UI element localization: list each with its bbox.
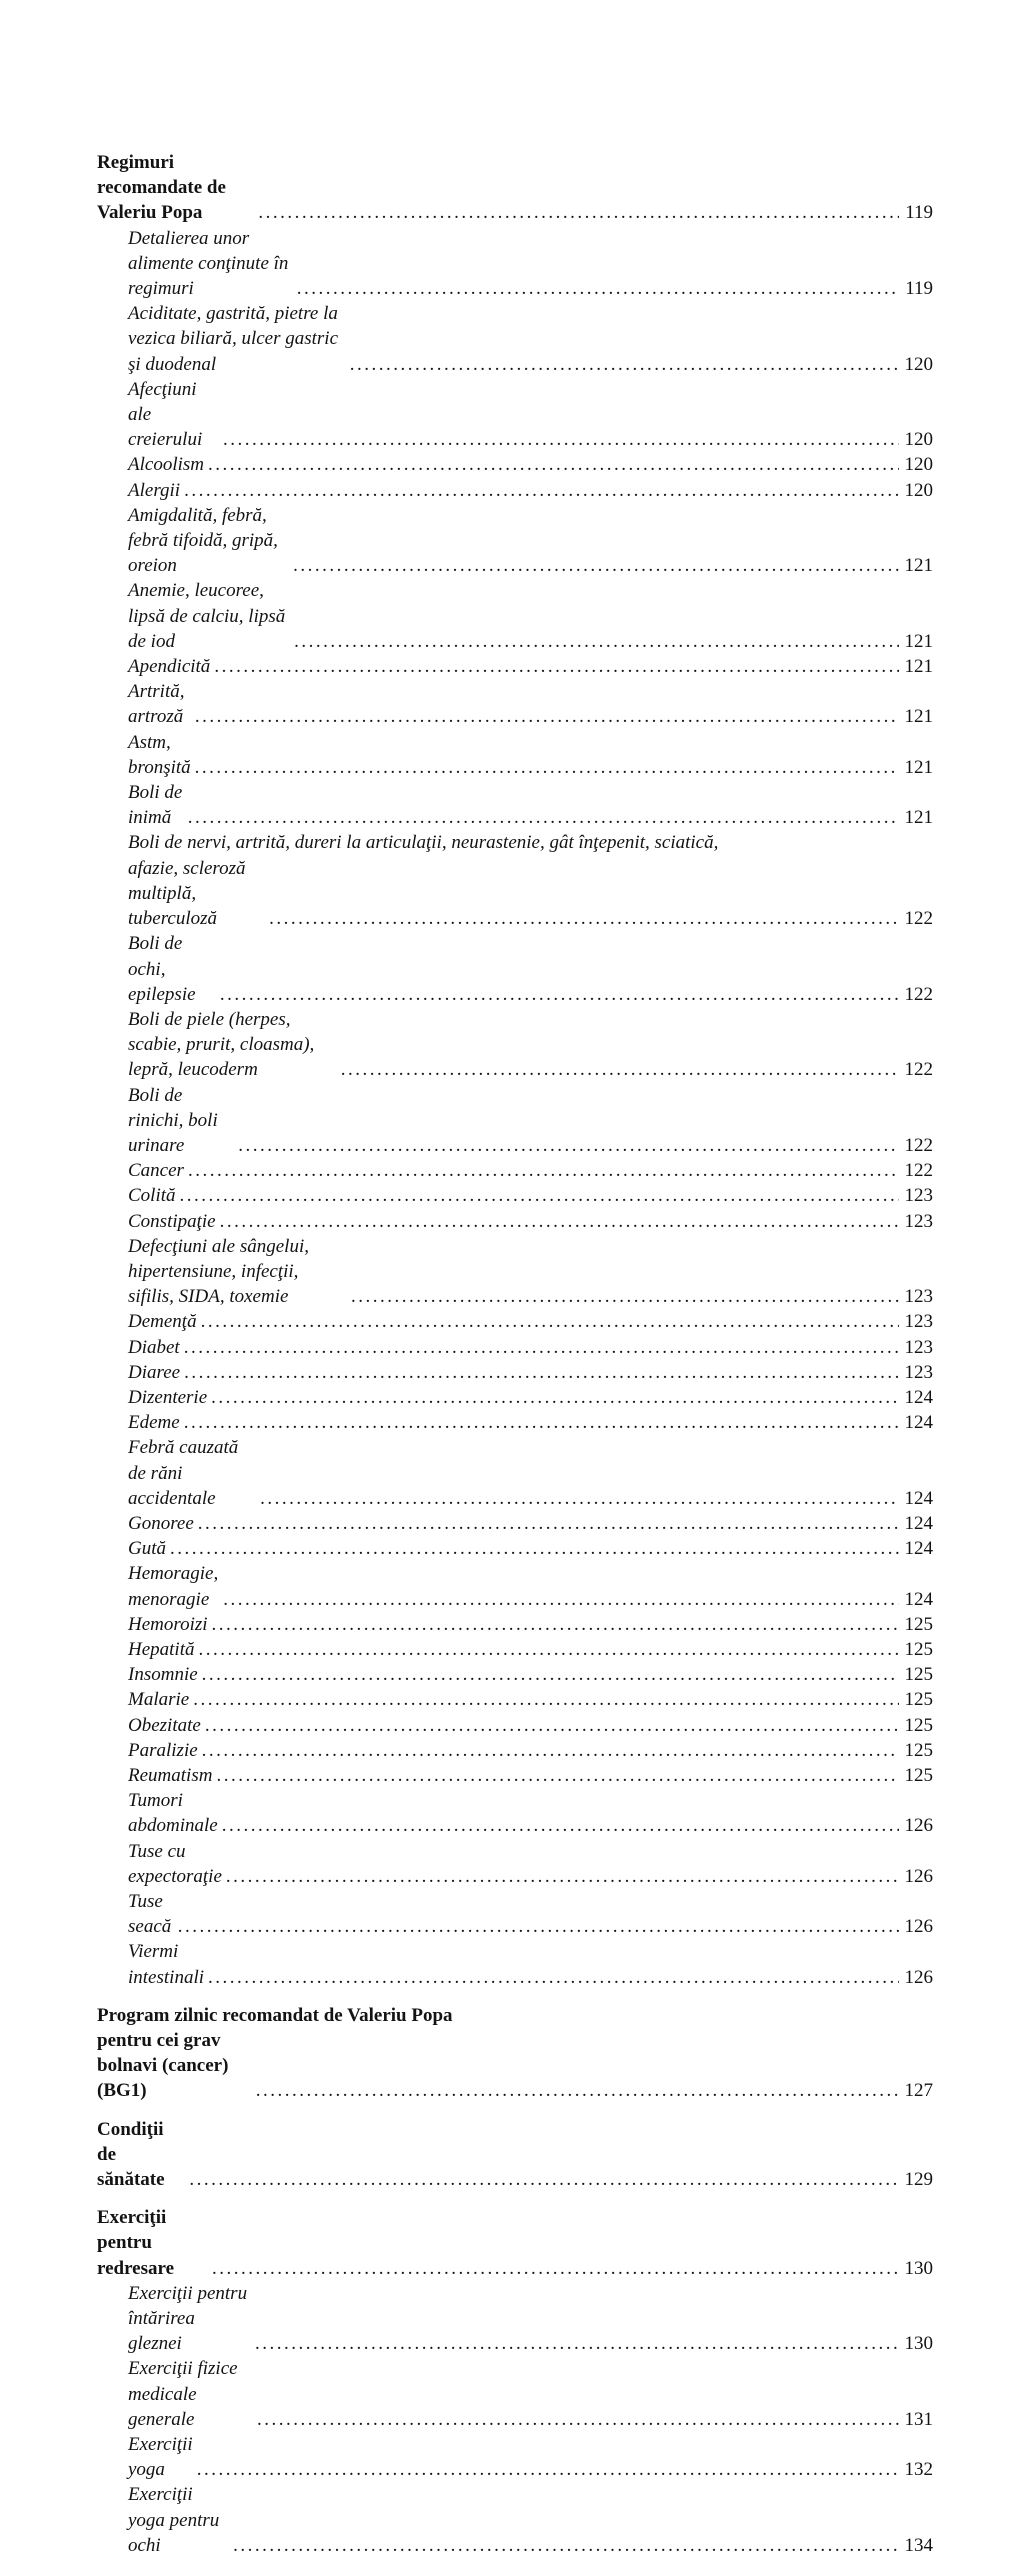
toc-entry-label-line1: Program zilnic recomandat de Valeriu Popa <box>97 2004 453 2026</box>
toc-entry-label: Defecţiuni ale sângelui, hipertensiune, infecţii, sifilis, SIDA, toxemie <box>128 1235 309 1308</box>
toc-entry <box>97 1889 933 1939</box>
toc-entry-row <box>128 1083 933 1159</box>
toc-entry-row <box>128 452 933 477</box>
toc-entry-page: 134 <box>904 2534 933 2556</box>
toc-entry-page: 119 <box>905 202 933 224</box>
dot-leader <box>255 2331 899 2356</box>
toc-entry <box>97 1612 933 1637</box>
toc-entry-page: 121 <box>904 756 933 778</box>
toc-entry-label: Dizenterie <box>128 1386 208 1408</box>
toc-entry-label: Hemoroizi <box>128 1613 208 1635</box>
dot-leader <box>212 1612 899 1637</box>
toc-entry-row <box>128 503 933 579</box>
dot-leader <box>233 2533 899 2558</box>
toc-entry-row <box>128 2482 933 2558</box>
toc-entry-label: Insomnie <box>128 1664 198 1686</box>
toc-entry <box>97 1209 933 1234</box>
toc-entry-label: Alergii <box>128 479 181 501</box>
toc-entry <box>97 2281 933 2357</box>
toc-entry-label: Tumori abdominale <box>128 1790 218 1837</box>
dot-leader <box>258 200 899 225</box>
toc-entry-row <box>128 1209 933 1234</box>
dot-leader <box>201 1309 899 1334</box>
toc-entry-label: Boli de rinichi, boli urinare <box>128 1084 218 1156</box>
toc-entry <box>97 1713 933 1738</box>
toc-entry-page: 123 <box>904 1336 933 1358</box>
toc-entry-page: 123 <box>904 1185 933 1207</box>
toc-entry-label: Afecţiuni ale creierului <box>128 378 203 451</box>
toc-entry-page: 130 <box>904 2257 933 2279</box>
dot-leader <box>212 2256 899 2281</box>
toc-entry-label: Paralizie <box>128 1739 198 1761</box>
toc-entry <box>97 1637 933 1662</box>
toc-entry-label: Aciditate, gastrită, pietre la vezica biliară, ulcer gastric şi duodenal <box>128 303 339 375</box>
dot-leader <box>350 352 899 377</box>
toc-entry-page: 124 <box>904 1538 933 1560</box>
toc-entry-label-line1: Boli de nervi, artrită, dureri la articulaţii, neurastenie, gât înţepenit, sciatică, <box>128 832 719 854</box>
toc-list <box>97 150 933 2558</box>
toc-entry-page: 121 <box>904 555 933 577</box>
toc-entry-page: 121 <box>904 656 933 678</box>
toc-entry-label: Malarie <box>128 1689 190 1711</box>
dot-leader <box>220 1209 899 1234</box>
toc-entry-row <box>128 1713 933 1738</box>
toc-entry-label: Gonoree <box>128 1512 194 1534</box>
toc-entry-page: 124 <box>904 1512 933 1534</box>
toc-entry-page: 120 <box>904 429 933 451</box>
toc-entry-page: 122 <box>904 1134 933 1156</box>
toc-entry-label: Exerciţii pentru redresare <box>97 2207 175 2279</box>
dot-leader <box>222 1813 899 1838</box>
toc-entry-page: 120 <box>904 353 933 375</box>
toc-entry <box>97 226 933 302</box>
dot-leader <box>226 1864 899 1889</box>
toc-entry-row <box>128 1637 933 1662</box>
toc-entry-page: 125 <box>904 1689 933 1711</box>
toc-entry <box>97 503 933 579</box>
toc-entry-row <box>128 1360 933 1385</box>
toc-entry <box>97 1662 933 1687</box>
toc-entry-page: 123 <box>904 1210 933 1232</box>
toc-entry-label: Tuse seacă <box>128 1891 172 1938</box>
toc-entry-label: Detalierea unor alimente conţinute în regimuri <box>128 227 289 300</box>
toc-entry-row <box>128 1763 933 1788</box>
toc-entry <box>97 1536 933 1561</box>
toc-entry-row <box>128 1738 933 1763</box>
toc-entry <box>97 1007 933 1083</box>
toc-entry-page: 123 <box>904 1361 933 1383</box>
toc-entry-page: 122 <box>904 908 933 930</box>
toc-entry-page: 119 <box>905 278 933 300</box>
toc-entry-page: 122 <box>904 983 933 1005</box>
toc-entry-label-line2: afazie, scleroză multiplă, tuberculoză <box>128 857 246 930</box>
toc-entry-page: 121 <box>904 807 933 829</box>
toc-entry <box>97 1385 933 1410</box>
toc-entry-row <box>128 931 933 1007</box>
dot-leader <box>202 1662 899 1687</box>
toc-entry-label: Boli de piele (herpes, scabie, prurit, cloasma), lepră, leucoderm <box>128 1008 315 1081</box>
toc-entry-row <box>128 1561 933 1611</box>
toc-entry-row <box>128 1511 933 1536</box>
toc-entry-row <box>128 2432 933 2482</box>
toc-entry-page: 125 <box>904 1714 933 1736</box>
toc-entry-row <box>128 1335 933 1360</box>
toc-entry <box>97 1939 933 1989</box>
toc-entry-page: 130 <box>904 2333 933 2355</box>
toc-entry-label: Gută <box>128 1538 166 1560</box>
toc-entry <box>97 1435 933 1511</box>
dot-leader <box>220 982 899 1007</box>
toc-entry-page: 121 <box>904 706 933 728</box>
toc-entry <box>97 654 933 679</box>
toc-entry-label: Obezitate <box>128 1714 201 1736</box>
dot-leader <box>351 1284 899 1309</box>
dot-leader <box>170 1536 899 1561</box>
dot-leader <box>216 1763 899 1788</box>
toc-entry <box>97 1788 933 1838</box>
toc-entry-label: Hemoragie, menoragie <box>128 1563 219 1610</box>
toc-entry-page: 127 <box>904 2080 933 2102</box>
toc-entry-row <box>97 2117 933 2193</box>
toc-entry-page: 120 <box>904 479 933 501</box>
dot-leader <box>184 1335 899 1360</box>
toc-entry-row <box>128 1435 933 1511</box>
toc-entry-row <box>128 1158 933 1183</box>
dot-leader <box>193 1687 899 1712</box>
toc-entry-page: 122 <box>904 1160 933 1182</box>
toc-entry-page: 132 <box>904 2459 933 2481</box>
toc-entry-row <box>128 730 933 780</box>
toc-entry <box>97 1687 933 1712</box>
toc-entry-row <box>128 1234 933 1310</box>
toc-entry <box>97 1309 933 1334</box>
toc-entry <box>97 780 933 830</box>
toc-entry <box>97 1561 933 1611</box>
toc-entry-row <box>128 654 933 679</box>
toc-entry <box>97 2117 933 2193</box>
toc-entry <box>97 2432 933 2482</box>
toc-entry-page: 129 <box>904 2169 933 2191</box>
toc-entry <box>97 452 933 477</box>
toc-entry-row <box>128 780 933 830</box>
toc-entry <box>97 1083 933 1159</box>
toc-entry <box>97 2356 933 2432</box>
toc-entry-page: 124 <box>904 1588 933 1610</box>
dot-leader <box>223 427 899 452</box>
toc-entry <box>97 2003 933 2104</box>
toc-entry <box>97 1183 933 1208</box>
dot-leader <box>188 1158 899 1183</box>
toc-entry-label: Boli de inimă <box>128 782 183 829</box>
toc-entry <box>97 1839 933 1889</box>
toc-entry <box>97 1360 933 1385</box>
dot-leader <box>180 1183 899 1208</box>
dot-leader <box>211 1385 899 1410</box>
toc-entry <box>97 679 933 729</box>
toc-entry-page: 126 <box>904 1815 933 1837</box>
dot-leader <box>214 654 899 679</box>
toc-entry <box>97 931 933 1007</box>
toc-entry-label: Demenţă <box>128 1311 197 1333</box>
toc-entry-row <box>128 301 933 377</box>
toc-entry-label: Apendicită <box>128 656 211 678</box>
toc-entry-page: 125 <box>904 1739 933 1761</box>
toc-entry-page: 131 <box>904 2408 933 2430</box>
dot-leader <box>205 1713 899 1738</box>
dot-leader <box>294 629 899 654</box>
toc-entry-label: Viermi intestinali <box>128 1941 204 1988</box>
toc-entry <box>97 150 933 226</box>
toc-entry-label: Alcoolism <box>128 454 204 476</box>
dot-leader <box>297 276 899 301</box>
toc-entry-label: Tuse cu expectoraţie <box>128 1840 222 1887</box>
toc-entry-row <box>128 1687 933 1712</box>
toc-entry <box>97 1738 933 1763</box>
toc-entry-page: 122 <box>904 1059 933 1081</box>
toc-entry-label: Reumatism <box>128 1765 213 1786</box>
toc-entry-label: Febră cauzată de răni accidentale <box>128 1437 239 1509</box>
toc-entry <box>97 2482 933 2558</box>
toc-entry-label: Diaree <box>128 1361 181 1383</box>
toc-entry <box>97 1410 933 1435</box>
dot-leader <box>197 2457 899 2482</box>
toc-entry <box>97 578 933 654</box>
toc-entry <box>97 1158 933 1183</box>
dot-leader <box>178 1914 899 1939</box>
toc-entry-page: 121 <box>904 630 933 652</box>
toc-entry-row <box>128 1662 933 1687</box>
dot-leader <box>223 1587 899 1612</box>
toc-entry-page: 126 <box>904 1865 933 1887</box>
toc-entry-label: Amigdalită, febră, febră tifoidă, gripă, oreion <box>128 504 278 577</box>
toc-entry-row <box>128 856 933 932</box>
toc-entry-row <box>128 1007 933 1083</box>
toc-entry-row <box>97 150 933 226</box>
toc-entry-row <box>128 1536 933 1561</box>
toc-entry-label: Cancer <box>128 1160 184 1182</box>
toc-entry-label: Constipaţie <box>128 1210 216 1232</box>
toc-entry-page: 124 <box>904 1386 933 1408</box>
toc-entry-row <box>97 2028 933 2104</box>
toc-entry-page: 126 <box>904 1966 933 1988</box>
toc-entry-label: Artrită, artroză <box>128 681 185 728</box>
toc-entry <box>97 301 933 377</box>
toc-entry-label: Condiţii de sănătate <box>97 2118 165 2191</box>
toc-entry-row <box>128 1839 933 1889</box>
dot-leader <box>238 1133 899 1158</box>
toc-entry <box>97 1335 933 1360</box>
toc-entry-page: 125 <box>904 1638 933 1660</box>
dot-leader <box>256 2078 899 2103</box>
toc-entry <box>97 478 933 503</box>
toc-entry-row <box>128 1612 933 1637</box>
toc-entry-page: 125 <box>904 1765 933 1786</box>
toc-entry-row <box>128 1309 933 1334</box>
toc-entry-label-line2: pentru cei grav bolnavi (cancer) (BG1) <box>97 2030 229 2102</box>
dot-leader <box>198 1511 899 1536</box>
toc-entry-row <box>128 679 933 729</box>
toc-entry <box>97 730 933 780</box>
dot-leader <box>199 1637 900 1662</box>
toc-entry-row <box>128 1183 933 1208</box>
toc-entry-row <box>128 1410 933 1435</box>
toc-entry-label: Boli de ochi, epilepsie <box>128 933 196 1005</box>
toc-entry-page: 124 <box>904 1487 933 1509</box>
toc-entry-page: 125 <box>904 1613 933 1635</box>
dot-leader <box>208 1965 899 1990</box>
dot-leader <box>257 2407 899 2432</box>
dot-leader <box>188 805 899 830</box>
dot-leader <box>260 1486 899 1511</box>
dot-leader <box>184 478 899 503</box>
dot-leader <box>341 1057 899 1082</box>
dot-leader <box>195 755 899 780</box>
dot-leader <box>184 1360 899 1385</box>
dot-leader <box>184 1410 899 1435</box>
toc-entry-row <box>128 1939 933 1989</box>
toc-entry-page: 124 <box>904 1412 933 1434</box>
toc-entry-label: Colită <box>128 1185 176 1207</box>
toc-entry-label: Regimuri recomandate de Valeriu Popa <box>97 152 226 224</box>
toc-entry-row <box>128 226 933 302</box>
toc-entry-row <box>128 2281 933 2357</box>
dot-leader <box>269 906 899 931</box>
toc-entry <box>97 1511 933 1536</box>
dot-leader <box>293 553 899 578</box>
toc-entry-label: Astm, bronşită <box>128 731 191 778</box>
toc-entry-page: 126 <box>904 1916 933 1938</box>
toc-entry-row <box>128 578 933 654</box>
toc-entry-row <box>128 1889 933 1939</box>
toc-entry <box>97 2205 933 2281</box>
toc-entry <box>97 830 933 931</box>
toc-entry-row <box>128 1788 933 1838</box>
dot-leader <box>189 2167 899 2192</box>
toc-entry-page: 125 <box>904 1664 933 1686</box>
dot-leader <box>202 1738 899 1763</box>
toc-entry-row <box>128 478 933 503</box>
toc-entry-row <box>128 2356 933 2432</box>
toc-entry-row <box>128 1385 933 1410</box>
toc-entry-row <box>97 2205 933 2281</box>
toc-entry-page: 123 <box>904 1286 933 1308</box>
toc-entry-page: 120 <box>904 454 933 476</box>
toc-entry-label: Hepatită <box>128 1638 195 1660</box>
toc-entry <box>97 1763 933 1788</box>
toc-entry-label: Exerciţii fizice medicale generale <box>128 2358 238 2430</box>
toc-entry-label: Anemie, leucoree, lipsă de calciu, lipsă de iod <box>128 580 286 652</box>
toc-entry-label: Exerciţii yoga pentru ochi <box>128 2484 220 2556</box>
toc-entry <box>97 1234 933 1310</box>
toc-entry-row <box>128 377 933 453</box>
toc-entry-label: Diabet <box>128 1336 180 1358</box>
toc-entry <box>97 377 933 453</box>
toc-entry-label: Exerciţii yoga <box>128 2434 193 2481</box>
dot-leader <box>195 704 899 729</box>
toc-entry-label: Exerciţii pentru întărirea gleznei <box>128 2282 248 2355</box>
toc-entry-label: Edeme <box>128 1412 180 1434</box>
dot-leader <box>208 452 899 477</box>
toc-entry-page: 123 <box>904 1311 933 1333</box>
